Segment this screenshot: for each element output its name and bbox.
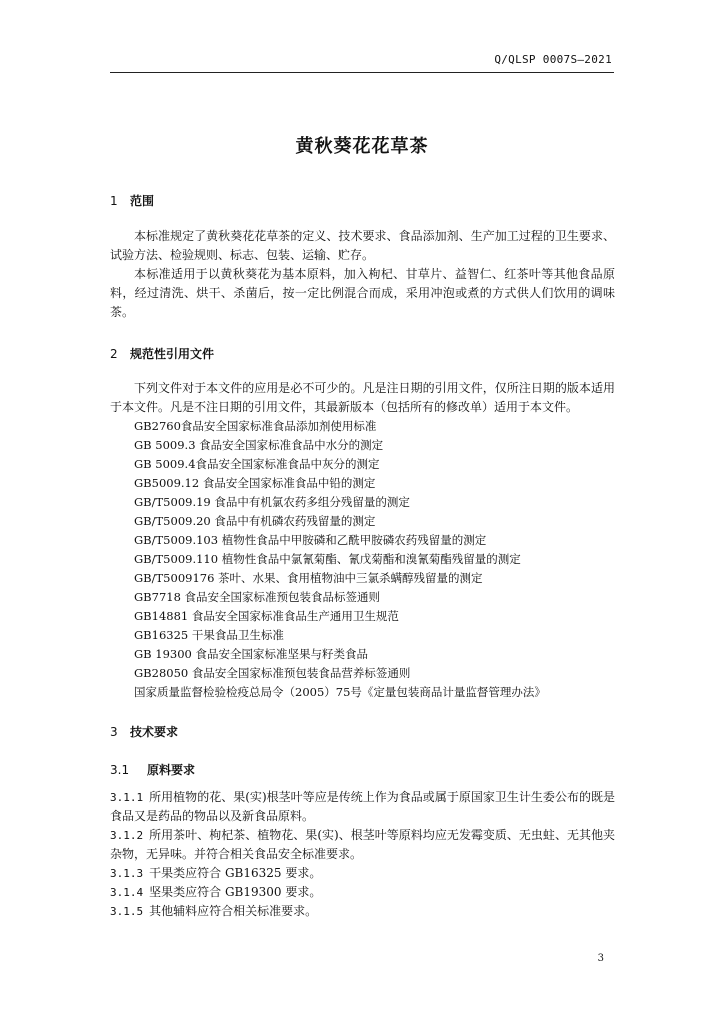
section-heading-scope	[110, 192, 154, 209]
clause-3-1-1	[110, 788, 615, 826]
section-number: 1	[110, 194, 118, 208]
clause-text: 坚果类应符合 GB19300 要求。	[149, 885, 322, 899]
clause-number: 3.1.4	[110, 886, 144, 899]
section-title: 范围	[130, 194, 155, 208]
scope-paragraph-1: 本标准规定了黄秋葵花花草茶的定义、技术要求、食品添加剂、生产加工过程的卫生要求、试验方法、检验规则、标志、包装、运输、贮存。	[110, 229, 615, 262]
reference-item: GB 5009.3 食品安全国家标准食品中水分的测定	[134, 438, 384, 452]
section-title: 规范性引用文件	[130, 347, 215, 361]
subsection-number: 3.1	[110, 763, 130, 777]
clause-number: 3.1.1	[110, 791, 144, 804]
clause-3-1-2	[110, 826, 615, 864]
reference-item: GB2760食品安全国家标准食品添加剂使用标准	[134, 419, 377, 433]
reference-item: GB7718 食品安全国家标准预包装食品标签通则	[134, 590, 381, 604]
clause-text: 所用茶叶、枸杞茶、植物花、果(实)、根茎叶等原料均应无发霉变质、无虫蛀、无其他夹杂物，无异味。并符合相关食品安全标准要求。	[110, 828, 615, 861]
reference-item: GB/T5009.110 植物性食品中氯氰菊酯、氰戊菊酯和溴氰菊酯残留量的测定	[134, 552, 521, 566]
section-number: 2	[110, 347, 118, 361]
clause-3-1-3	[110, 864, 615, 883]
scope-paragraph-2: 本标准适用于以黄秋葵花为基本原料，加入枸杞、甘草片、益智仁、红茶叶等其他食品原料，经过清洗、烘干、杀菌后，按一定比例混合而成，采用冲泡或煮的方式供人们饮用的调味茶。	[110, 267, 615, 319]
page-number: 3	[597, 953, 604, 964]
header-rule	[110, 72, 614, 73]
reference-item: GB/T5009.19 食品中有机氯农药多组分残留量的测定	[134, 495, 410, 509]
clause-number: 3.1.3	[110, 867, 144, 880]
section-number: 3	[110, 725, 118, 739]
references-intro: 下列文件对于本文件的应用是必不可少的。凡是注日期的引用文件，仅所注日期的版本适用于本文件。凡是不注日期的引用文件，其最新版本（包括所有的修改单）适用于本文件。	[110, 381, 615, 414]
reference-item: GB28050 食品安全国家标准预包装食品营养标签通则	[134, 666, 411, 680]
subsection-title: 原料要求	[147, 763, 196, 777]
clause-number: 3.1.5	[110, 905, 144, 918]
reference-item: GB5009.12 食品安全国家标准食品中铅的测定	[134, 476, 376, 490]
subsection-heading-raw-materials	[110, 761, 195, 778]
reference-item: GB14881 食品安全国家标准食品生产通用卫生规范	[134, 609, 399, 623]
section-heading-technical	[110, 723, 178, 740]
reference-item: GB 5009.4食品安全国家标准食品中灰分的测定	[134, 457, 380, 471]
clause-3-1-5	[110, 902, 615, 921]
reference-item: GB/T5009.20 食品中有机磷农药残留量的测定	[134, 514, 376, 528]
reference-item: GB/T5009176 茶叶、水果、食用植物油中三氯杀螨醇残留量的测定	[134, 571, 483, 585]
clause-text: 所用植物的花、果(实)根茎叶等应是传统上作为食品或属于原国家卫生计生委公布的既是食品又是药品的物品以及新食品原料。	[110, 790, 615, 823]
clause-number: 3.1.2	[110, 829, 144, 842]
reference-item: GB/T5009.103 植物性食品中甲胺磷和乙酰甲胺磷农药残留量的测定	[134, 533, 487, 547]
standard-number: Q/QLSP 0007S—2021	[494, 53, 612, 66]
reference-item: GB16325 干果食品卫生标准	[134, 628, 284, 642]
clause-text: 干果类应符合 GB16325 要求。	[149, 866, 322, 880]
clause-3-1-4	[110, 883, 615, 902]
reference-item: 国家质量监督检验检疫总局令（2005）75号《定量包装商品计量监督管理办法》	[134, 685, 546, 699]
document-title: 黄秋葵花花草茶	[295, 136, 429, 157]
clause-text: 其他辅料应符合相关标准要求。	[149, 904, 318, 918]
reference-item: GB 19300 食品安全国家标准坚果与籽类食品	[134, 647, 369, 661]
section-title: 技术要求	[130, 725, 179, 739]
section-heading-references	[110, 345, 214, 362]
